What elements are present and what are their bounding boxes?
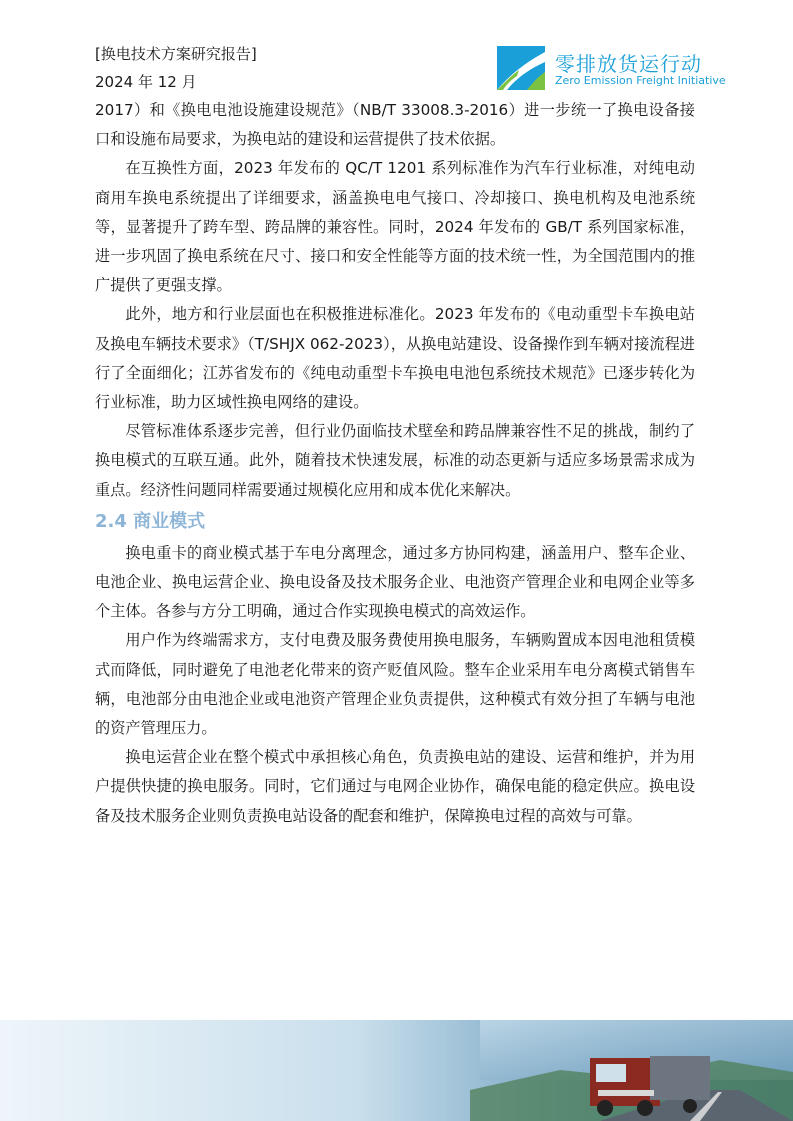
logo-chinese-name: 零排放货运行动	[555, 52, 702, 76]
paragraph: 换电重卡的商业模式基于车电分离理念，通过多方协同构建，涵盖用户、整车企业、电池企业、换电运营企业、换电设备及技术服务企业、电池资产管理企业和电网企业等多个主体。各参与方分工明确，通过合作实现换电模式的高效运作。	[95, 543, 695, 621]
page-header	[95, 40, 257, 96]
paragraph: 尽管标准体系逐步完善，但行业仍面临技术壁垒和跨品牌兼容性不足的挑战，制约了换电模式的互联互通。此外，随着技术快速发展，标准的动态更新与适应多场景需求成为重点。经济性问题同样需要通过规模化应用和成本优化来解决。	[95, 422, 695, 499]
paragraph: 在互换性方面，2023 年发布的 QC/T 1201 系列标准作为汽车行业标准，对纯电动商用车换电系统提出了详细要求，涵盖换电电气接口、冷却接口、换电机构及电池系统等，显著提升了跨车型、跨品牌的兼容性。同时，2024 年发布的 GB/T 系列国家标准，进一步巩固了换电系统在尺寸、接口和安全性能等方面的技术统一性，为全国范围内的推广提供了更强支撑。	[95, 159, 695, 295]
truck-highway-banner	[0, 1020, 793, 1121]
paragraph: 用户作为终端需求方，支付电费及服务费使用换电服务，车辆购置成本因电池租赁模式而降低，同时避免了电池老化带来的资产贬值风险。整车企业采用车电分离模式销售车辆，电池部分由电池企业或电池资产管理企业负责提供，这种模式有效分担了车辆与电池的资产管理压力。	[95, 631, 695, 738]
section-heading: 2.4 商业模式	[95, 510, 206, 532]
paragraph: 2017）和《换电电池设施建设规范》（NB/T 33008.3-2016）进一步统一了换电设备接口和设施布局要求，为换电站的建设和运营提供了技术依据。	[95, 101, 695, 149]
paragraph: 此外，地方和行业层面也在积极推进标准化。2023 年发布的《电动重型卡车换电站及换电车辆技术要求》（T/SHJX 062-2023），从换电站建设、设备操作到车辆对接流程进行了全面细化；江苏省发布的《纯电动重型卡车换电电池包系统技术规范》已逐步转化为行业标准，助力区域性换电网络的建设。	[95, 305, 695, 412]
logo-english-name: Zero Emission Freight Initiative	[555, 74, 726, 87]
zefi-logo-icon	[497, 46, 545, 90]
main-content	[95, 96, 695, 831]
zefi-logo	[497, 46, 726, 94]
report-date: 2024 年 12 月	[95, 73, 197, 91]
paragraph: 换电运营企业在整个模式中承担核心角色，负责换电站的建设、运营和维护，并为用户提供快捷的换电服务。同时，它们通过与电网企业协作，确保电能的稳定供应。换电设备及技术服务企业则负责换电站设备的配套和维护，保障换电过程的高效与可靠。	[95, 748, 695, 825]
footer-banner	[0, 1020, 793, 1121]
report-title: [换电技术方案研究报告]	[95, 45, 257, 63]
